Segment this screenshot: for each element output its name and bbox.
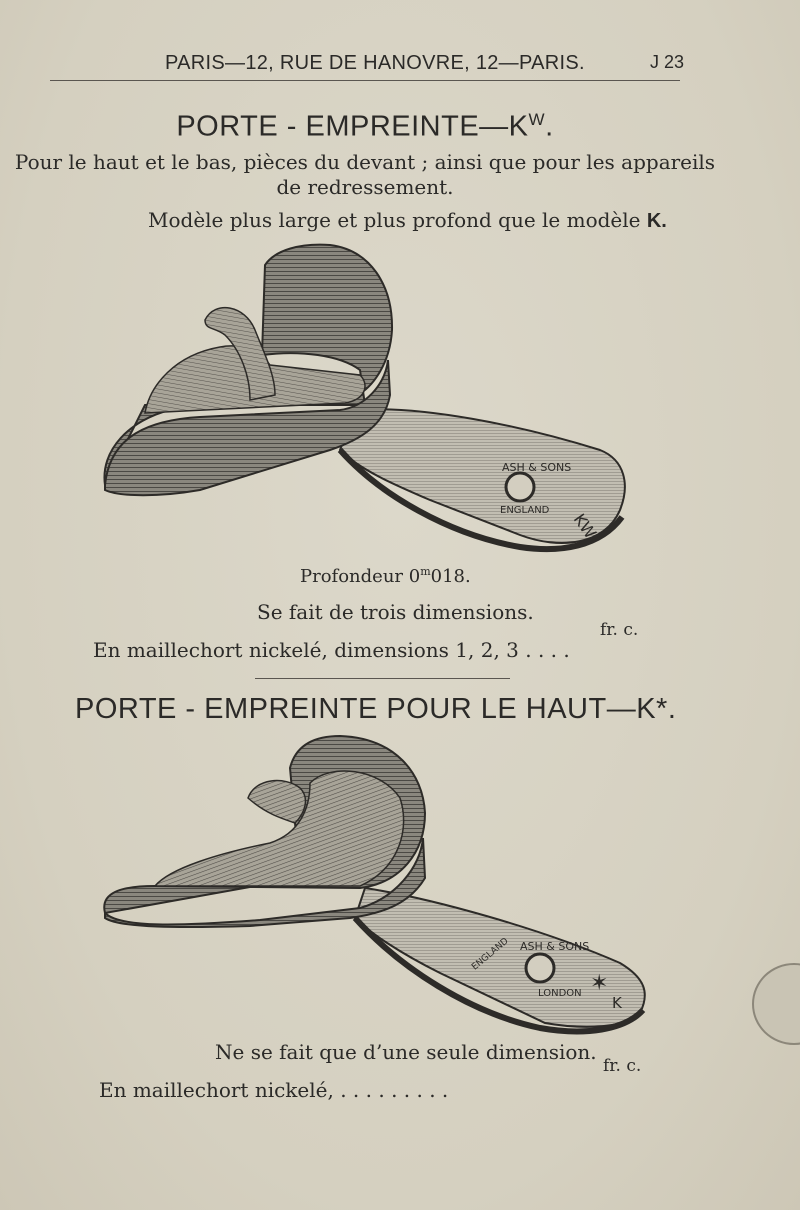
section1-description-line1: Pour le haut et le bas, pièces du devant ; ainsi que pour les appareils — [14, 150, 716, 174]
tray2-stamp-text-3: ENGLAND — [470, 936, 511, 973]
section2-price-line: En maillechort nickelé, . . . . . . . . . — [99, 1078, 449, 1102]
tray1-stamp-text-2: ENGLAND — [500, 505, 550, 516]
section2-title: PORTE - EMPREINTE POUR LE HAUT—K*. — [75, 693, 677, 725]
tray2-stamp-text-2: LONDON — [538, 988, 582, 999]
section1-depth: Profondeur 0$^m$018. — [300, 565, 471, 587]
section2-dimensions-note: Ne se fait que d’une seule dimension. — [215, 1040, 597, 1064]
header-rule — [50, 80, 680, 81]
section1-dimensions-note: Se fait de trois dimensions. — [257, 600, 534, 624]
tray2-mark: K — [612, 994, 622, 1012]
section1-currency-header: fr. c. — [600, 620, 639, 640]
section1-title: PORTE - $EMPREINTE—K^W$. — [176, 110, 554, 143]
tray1-mark: KW — [569, 510, 601, 543]
section2-currency-header: fr. c. — [603, 1056, 642, 1076]
tray2-star-mark: ✶ — [590, 971, 609, 996]
tray1-stamp-text: ASH & SONS — [502, 461, 572, 474]
impression-tray-k-star-illustration — [0, 728, 800, 1038]
tray2-stamp-text: ASH & SONS — [520, 940, 590, 953]
running-header: PARIS—12, RUE DE HANOVRE, 12—PARIS. — [165, 52, 585, 74]
section1-price-line: En maillechort nickelé, dimensions 1, 2, 3 . . . . — [93, 638, 570, 662]
section1-model-note: Modèle plus large et plus profond que le modèle K. — [148, 208, 667, 232]
section1-description-line2: de redressement. — [276, 175, 454, 199]
section-divider — [255, 678, 510, 679]
page-number: J 23 — [650, 52, 685, 72]
impression-tray-kw-illustration — [0, 235, 800, 565]
